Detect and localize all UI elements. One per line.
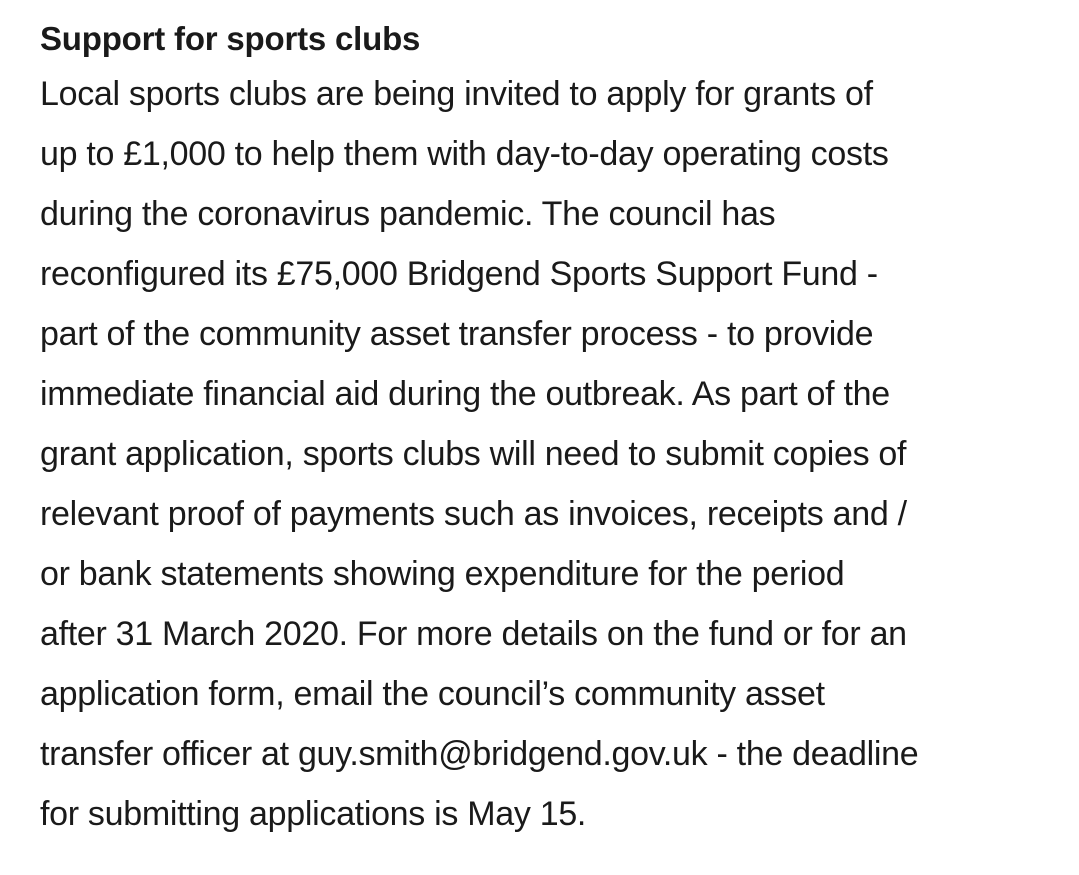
body-line: or bank statements showing expenditure for the period (40, 555, 845, 593)
body-line: part of the community asset transfer process - to provide (40, 315, 874, 353)
body-line: immediate financial aid during the outbreak. As part of the (40, 375, 890, 413)
body-line: relevant proof of payments such as invoices, receipts and / (40, 495, 907, 533)
body-line: during the coronavirus pandemic. The council has (40, 195, 776, 233)
article-body (40, 64, 1060, 844)
body-line: reconfigured its £75,000 Bridgend Sports Support Fund - (40, 255, 878, 293)
email-line-suffix: - the deadline (707, 735, 919, 773)
body-line: up to £1,000 to help them with day-to-day operating costs (40, 135, 889, 173)
email-line-prefix: transfer officer at (40, 735, 298, 773)
article-heading: Support for sports clubs (40, 20, 421, 57)
body-line: grant application, sports clubs will need to submit copies of (40, 435, 907, 473)
body-line: application form, email the council’s community asset (40, 675, 825, 713)
body-line-email (40, 724, 1060, 784)
body-line: after 31 March 2020. For more details on the fund or for an (40, 615, 907, 653)
email-link[interactable]: guy.smith@bridgend.gov.uk (297, 735, 708, 773)
news-article (40, 14, 1060, 844)
body-line: for submitting applications is May 15. (40, 795, 587, 833)
body-line: Local sports clubs are being invited to apply for grants of (40, 75, 873, 113)
